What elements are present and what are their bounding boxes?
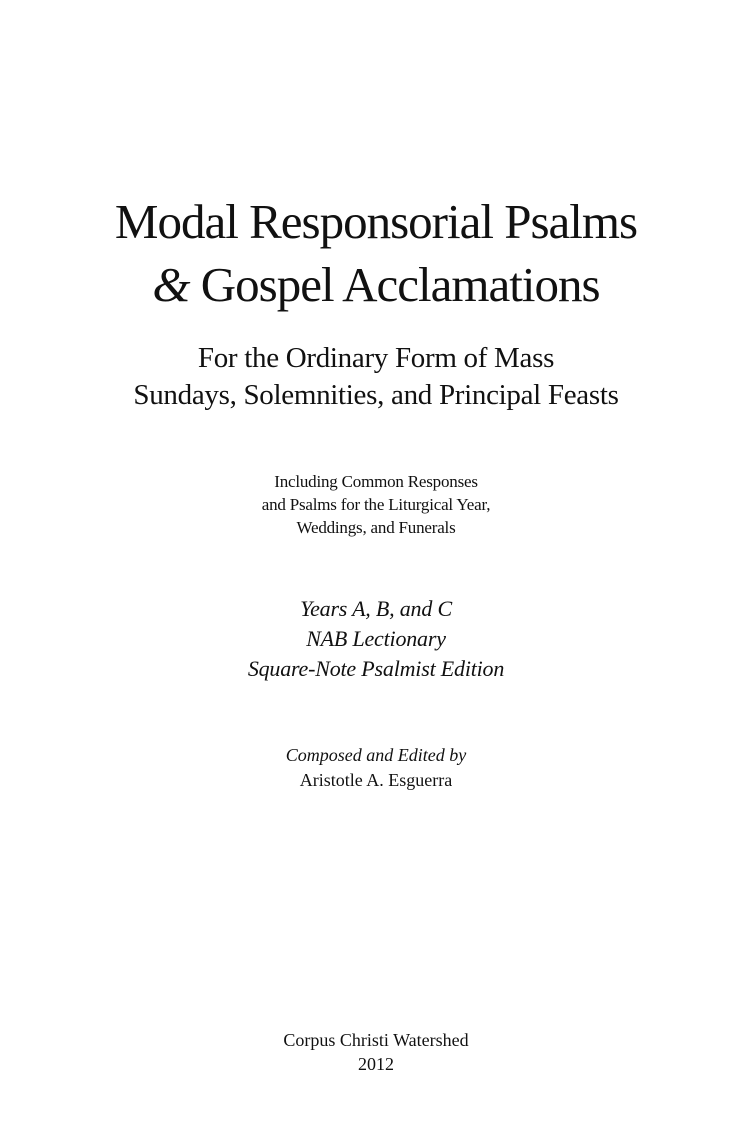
publication-year: 2012: [358, 1054, 394, 1074]
subtitle-line-1: For the Ordinary Form of Mass: [197, 342, 555, 374]
publisher-name: Corpus Christi Watershed: [283, 1030, 469, 1050]
contents-note: [0, 470, 752, 539]
author-name: Aristotle A. Esguerra: [299, 770, 453, 790]
book-title-line-1: Modal Responsorial Psalms: [114, 194, 638, 249]
book-title: [0, 190, 752, 316]
contents-note-line-2: and Psalms for the Liturgical Year,: [261, 495, 491, 514]
contents-note-line-1: Including Common Responses: [274, 472, 478, 491]
edition-line-2: NAB Lectionary: [306, 626, 446, 651]
publisher-info: [0, 1028, 752, 1076]
book-title-line-2: [0, 253, 752, 316]
credits-label: Composed and Edited by: [285, 745, 467, 765]
book-subtitle: [0, 340, 752, 414]
edition-line-3: Square-Note Psalmist Edition: [247, 656, 505, 681]
edition-info: [0, 594, 752, 684]
contents-note-line-3: Weddings, and Funerals: [296, 518, 456, 537]
book-title-line-2-text: Gospel Acclamations: [189, 257, 600, 312]
ampersand: &: [152, 257, 190, 312]
subtitle-line-2: Sundays, Solemnities, and Principal Feasts: [133, 379, 619, 411]
credits: [0, 743, 752, 793]
edition-line-1: Years A, B, and C: [300, 596, 452, 621]
